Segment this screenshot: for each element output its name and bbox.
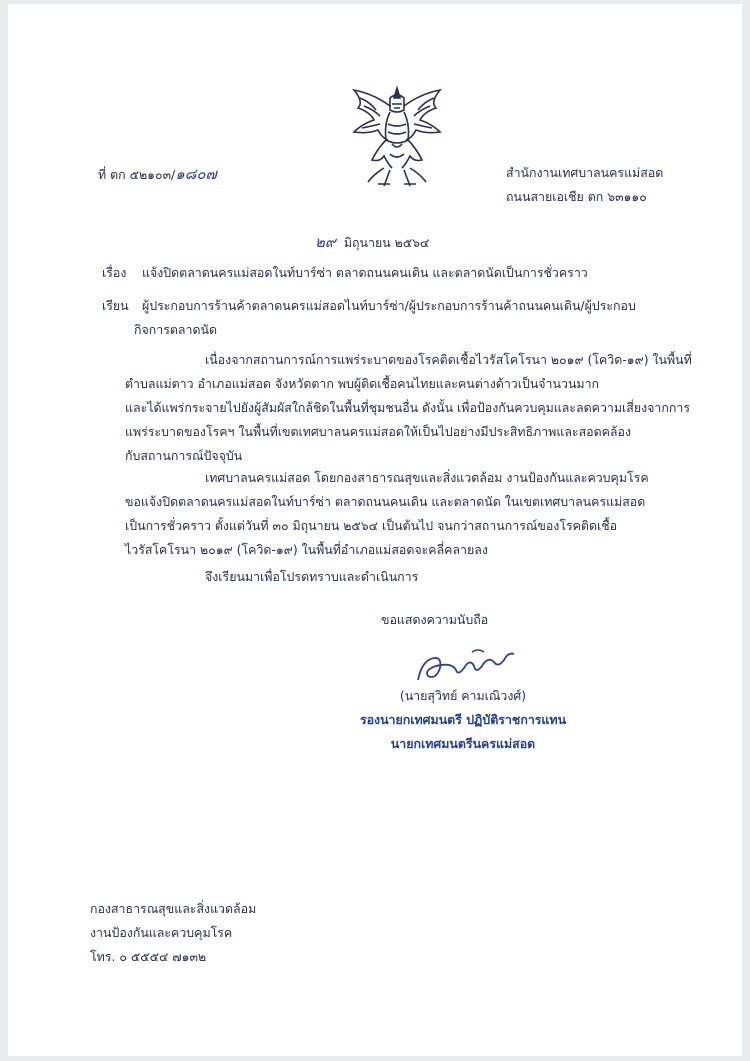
document-number-prefix: ที่ ตก ๕๒๑๐๓/ bbox=[98, 167, 176, 182]
sender-road: ถนนสายเอเชีย ตก ๖๓๑๑๐ bbox=[506, 189, 647, 204]
footer-phone: โทร. ๐ ๕๕๕๔ ๗๑๓๒ bbox=[90, 949, 207, 964]
sender-address bbox=[506, 161, 663, 209]
closing-phrase: ขอแสดงความนับถือ bbox=[381, 612, 489, 627]
paragraph-line: เป็นการชั่วคราว ตั้งแต่วันที่ ๓๐ มิถุนายน ๒๕๖๔ เป็นต้นไป จนกว่าสถานการณ์ของโรคติดเชื้อ bbox=[125, 518, 618, 533]
signer-position: รองนายกเทศมนตรี ปฏิบัติราชการแทน bbox=[359, 712, 567, 727]
paragraph-line: ตำบลแม่ตาว อำเภอแม่สอด จังหวัดตาก พบผู้ติดเชื้อคนไทยและคนต่างด้าวเป็นจำนวนมาก bbox=[125, 376, 600, 391]
signer-name: (นายสุวิทย์ คามเณิวงศ์) bbox=[399, 688, 527, 703]
body-paragraph-1 bbox=[125, 348, 692, 468]
signer-block bbox=[348, 684, 578, 756]
subject-line bbox=[102, 261, 588, 285]
paragraph-line: เนื่องจากสถานการณ์การแพร่ระบาดของโรคติดเชื้อไวรัสโคโรนา ๒๐๑๙ (โควิด-๑๙) ในพื้นที่ bbox=[205, 352, 692, 367]
footer-contact bbox=[90, 897, 256, 969]
subject-label: เรื่อง bbox=[102, 265, 127, 280]
paragraph-line: และได้แพร่กระจายไปยังผู้สัมผัสใกล้ชิดในพื้นที่ชุมชนอื่น ดังนั้น เพื่อป้องกันควบคุมและลดความเสี่ยงจากการ bbox=[125, 400, 690, 415]
salutation bbox=[102, 294, 636, 342]
document-number bbox=[98, 162, 217, 187]
paragraph-line: กับสถานการณ์ปัจจุบัน bbox=[125, 448, 243, 463]
salutation-text: ผู้ประกอบการร้านค้าตลาดนครแม่สอดไนท์บาร์ซ่า/ผู้ประกอบการร้านค้าถนนคนเดิน/ผู้ประกอบ bbox=[141, 298, 636, 313]
paragraph-line: แพร่ระบาดของโรคฯ ในพื้นที่เขตเทศบาลนครแม่สอดให้เป็นไปอย่างมีประสิทธิภาพและสอดคล้อง bbox=[125, 424, 632, 439]
subject-text: แจ้งปิดตลาดนครแม่สอดในท์บาร์ซ่า ตลาดถนนคนเดิน และตลาดนัดเป็นการชั่วคราว bbox=[141, 265, 588, 280]
paragraph-line: เทศบาลนครแม่สอด โดยกองสาธารณสุขและสิ่งแวดล้อม งานป้องกันและควบคุมโรค bbox=[205, 470, 649, 485]
signer-position: นายกเทศมนตรีนครแม่สอด bbox=[390, 736, 536, 751]
paragraph-line: ไวรัสโคโรนา ๒๐๑๙ (โควิด-๑๙) ในพื้นที่อำเภอแม่สอดจะคลี่คลายลง bbox=[125, 542, 488, 557]
footer-department: กองสาธารณสุขและสิ่งแวดล้อม bbox=[90, 901, 257, 916]
date-month-year: มิถุนายน ๒๕๖๔ bbox=[343, 235, 430, 250]
letter-page bbox=[8, 4, 742, 1056]
body-paragraph-3 bbox=[205, 565, 750, 589]
date-day-handwritten: ๒๙ bbox=[315, 233, 336, 251]
footer-unit: งานป้องกันและควบคุมโรค bbox=[90, 925, 233, 940]
salutation-text-continued: กิจการตลาดนัด bbox=[134, 322, 218, 337]
letter-date bbox=[315, 230, 429, 255]
handwritten-signature-icon bbox=[412, 640, 522, 688]
salutation-label: เรียน bbox=[102, 298, 129, 313]
garuda-emblem-icon bbox=[344, 84, 450, 192]
paragraph-line: จึงเรียนมาเพื่อโปรดทราบและดำเนินการ bbox=[205, 569, 419, 584]
document-number-handwritten: ๑๘๐๗ bbox=[175, 165, 217, 183]
sender-office: สำนักงานเทศบาลนครแม่สอด bbox=[506, 165, 664, 180]
paragraph-line: ขอแจ้งปิดตลาดนครแม่สอดในท์บาร์ซ่า ตลาดถนนคนเดิน และตลาดนัด ในเขตเทศบาลนครแม่สอด bbox=[125, 494, 646, 509]
body-paragraph-2 bbox=[125, 466, 685, 562]
